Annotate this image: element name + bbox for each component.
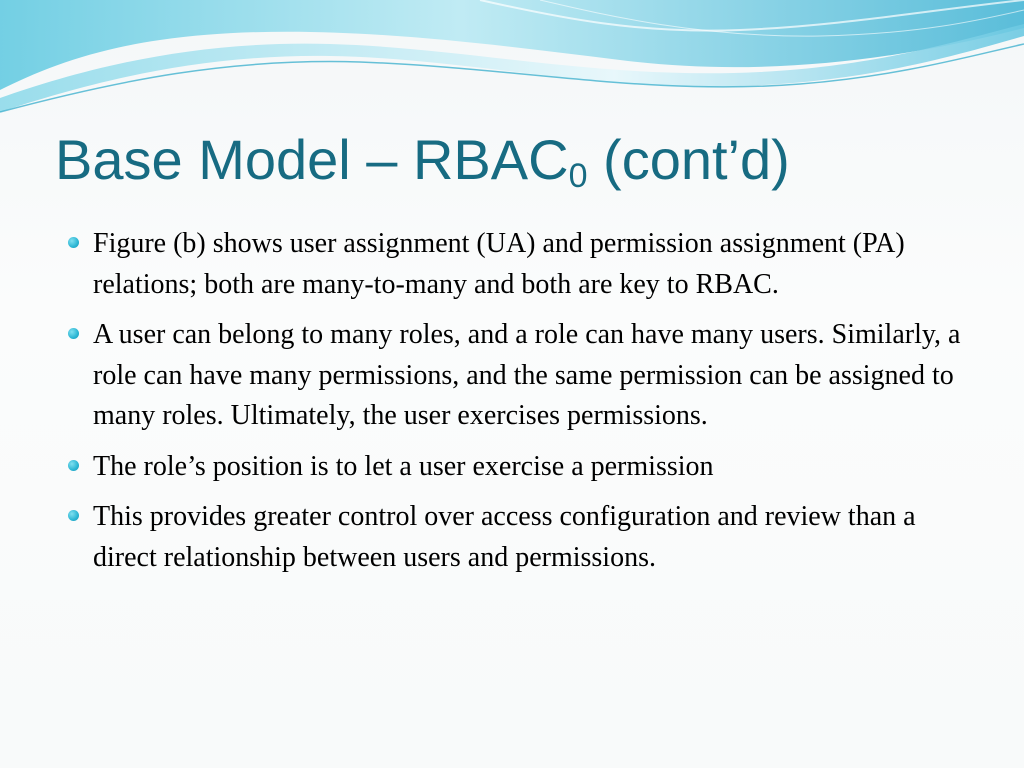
title-subscript: 0 bbox=[568, 157, 588, 195]
bullet-item bbox=[68, 315, 968, 437]
bullet-item bbox=[68, 497, 968, 578]
bullet-list bbox=[68, 224, 968, 588]
bullet-item bbox=[68, 447, 968, 488]
bullet-text: A user can belong to many roles, and a role can have many users. Similarly, a role can have many permissions, and the same permission can be assigned to many roles. Ultimately, the user exercises permissions. bbox=[93, 319, 961, 431]
header-wave-decoration bbox=[0, 0, 1024, 130]
bullet-text: The role’s position is to let a user exercise a permission bbox=[93, 450, 714, 482]
bullet-dot-icon bbox=[68, 328, 79, 339]
slide-title bbox=[55, 126, 790, 193]
bullet-dot-icon bbox=[68, 460, 79, 471]
bullet-text: This provides greater control over access configuration and review than a direct relationship between users and permissions. bbox=[93, 501, 916, 573]
title-main: Base Model – RBAC bbox=[55, 128, 569, 191]
bullet-text: Figure (b) shows user assignment (UA) and permission assignment (PA) relations; both are many-to-many and both are key to RBAC. bbox=[93, 228, 905, 300]
bullet-dot-icon bbox=[68, 237, 79, 248]
bullet-dot-icon bbox=[68, 510, 79, 521]
bullet-item bbox=[68, 224, 968, 305]
title-suffix: (cont’d) bbox=[587, 128, 790, 191]
